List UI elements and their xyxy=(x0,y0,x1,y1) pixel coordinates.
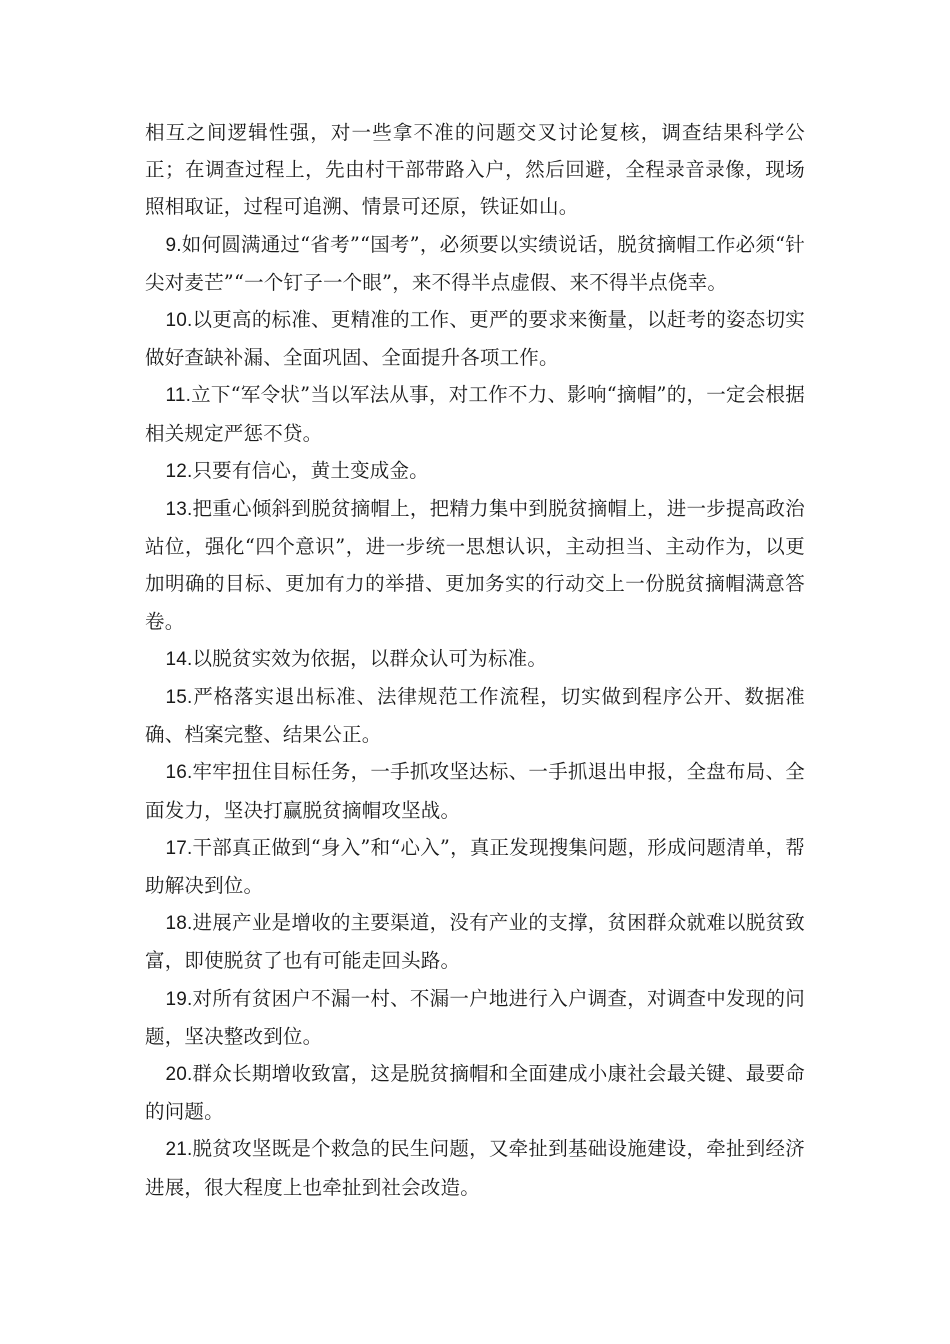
item-number: 20. xyxy=(165,1064,193,1086)
item-number: 16. xyxy=(165,762,193,784)
item-number: 11. xyxy=(165,385,192,407)
item-text: 把重心倾斜到脱贫摘帽上，把精力集中到脱贫摘帽上，进一步提高政治站位，强化“四个意识”，进一步统一思想认识，主动担当、主动作为，以更加明确的目标、更加有力的举措、更加务实的行动交上一份脱贫摘帽满意答卷。 xyxy=(145,497,805,633)
list-item-12 xyxy=(145,452,805,490)
item-number: 13. xyxy=(165,499,193,521)
item-text: 立下“军令状”当以军法从事，对工作不力、影响“摘帽”的，一定会根据相关规定严惩不贷。 xyxy=(145,383,805,445)
item-number: 12. xyxy=(165,460,193,482)
list-item-10 xyxy=(145,301,805,376)
list-item-20 xyxy=(145,1055,805,1130)
item-text: 群众长期增收致富，这是脱贫摘帽和全面建成小康社会最关键、最要命的问题。 xyxy=(145,1062,805,1124)
item-text: 进展产业是增收的主要渠道，没有产业的支撑，贫困群众就难以脱贫致富，即使脱贫了也有可能走回头路。 xyxy=(145,911,805,973)
item-text: 对所有贫困户不漏一村、不漏一户地进行入户调查，对调查中发现的问题，坚决整改到位。 xyxy=(145,986,805,1048)
item-number: 18. xyxy=(165,913,193,935)
item-text: 牢牢扭住目标任务，一手抓攻坚达标、一手抓退出申报，全盘布局、全面发力，坚决打赢脱贫摘帽攻坚战。 xyxy=(145,760,805,822)
item-number: 15. xyxy=(165,687,193,709)
item-text: 以脱贫实效为依据，以群众认可为标准。 xyxy=(192,646,548,670)
item-number: 14. xyxy=(165,648,193,670)
list-item-13 xyxy=(145,490,805,640)
list-item-9 xyxy=(145,226,805,301)
item-number: 10. xyxy=(165,310,193,332)
list-item-19 xyxy=(145,980,805,1055)
list-item-18 xyxy=(145,904,805,979)
list-item-17 xyxy=(145,829,805,904)
item-text: 如何圆满通过“省考”“国考”，必须要以实绩说话，脱贫摘帽工作必须“针尖对麦芒”“一个钉子一个眼”，来不得半点虚假、来不得半点侥幸。 xyxy=(145,232,805,294)
list-item-16 xyxy=(145,753,805,828)
item-number: 9. xyxy=(165,234,182,256)
list-item-21 xyxy=(145,1130,805,1205)
list-item-14 xyxy=(145,640,805,678)
item-text: 只要有信心，黄土变成金。 xyxy=(192,458,429,482)
paragraph-continuation xyxy=(145,114,805,226)
list-item-11 xyxy=(145,376,805,451)
item-text: 脱贫攻坚既是个救急的民生问题，又牵扯到基础设施建设，牵扯到经济进展，很大程度上也牵扯到社会改造。 xyxy=(145,1137,805,1199)
paragraph-text: 相互之间逻辑性强，对一些拿不准的问题交叉讨论复核，调查结果科学公正；在调查过程上，先由村干部带路入户，然后回避，全程录音录像，现场照相取证，过程可追溯、情景可还原，铁证如山。 xyxy=(145,121,805,219)
item-text: 干部真正做到“身入”和“心入”，真正发现搜集问题，形成问题清单，帮助解决到位。 xyxy=(145,835,805,898)
item-number: 19. xyxy=(165,988,193,1010)
item-text: 以更高的标准、更精准的工作、更严的要求来衡量，以赶考的姿态切实做好查缺补漏、全面巩固、全面提升各项工作。 xyxy=(145,308,805,370)
item-text: 严格落实退出标准、法律规范工作流程，切实做到程序公开、数据准确、档案完整、结果公正。 xyxy=(145,685,805,747)
list-item-15 xyxy=(145,678,805,753)
item-number: 17. xyxy=(165,837,193,859)
document-body xyxy=(145,114,805,1206)
item-number: 21. xyxy=(165,1139,193,1161)
